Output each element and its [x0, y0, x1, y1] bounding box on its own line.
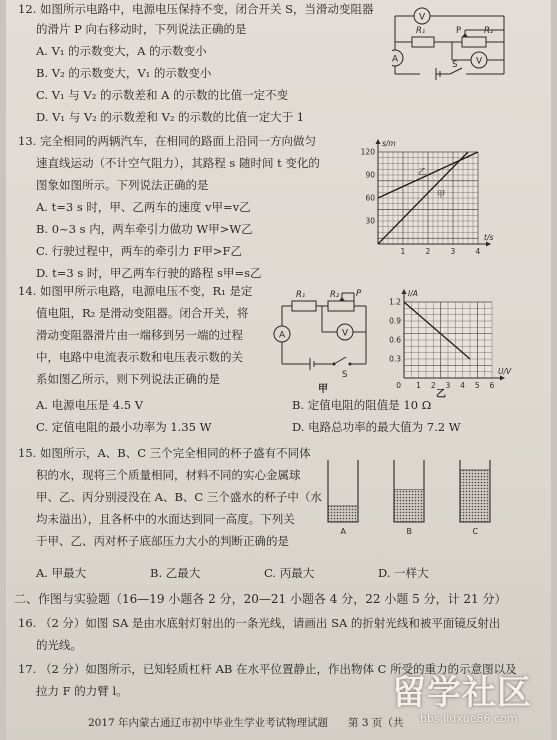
cup-label: A [340, 527, 346, 536]
q13-stem-line2: 速直线运动（不计空气阻力），其路程 s 随时间 t 变化的 [36, 156, 320, 170]
q14-circuit-diagram-jia [272, 284, 376, 396]
watermark-logo: 留学社区 [392, 673, 532, 713]
q17-stem-line1: 17. （2 分）如图所示，已知轻质杠杆 AB 在水平位置静止，作出物体 C 所受的重力的示意图以及 [18, 662, 517, 676]
q14-option-c: C. 定值电阻的最小功率为 1.35 W [36, 420, 212, 434]
cup-label: B [406, 527, 412, 536]
y-tick-label: 60 [365, 193, 375, 203]
q12-option-d: D. V₁ 与 V₂ 的示数差和 V₂ 的示数的比值一定大于 1 [36, 110, 305, 124]
q15-stem-line4: 均未溢出），且各杯中的水面达到同一高度。下列关 [36, 512, 295, 526]
q14-stem-line1: 14. 如图甲所示电路，电源电压不变，R₁ 是定 [18, 284, 253, 298]
q15-stem-line5: 于甲、乙、丙对杯子底部压力大小的判断正确的是 [36, 534, 289, 548]
q14-option-a: A. 电源电压是 4.5 V [36, 398, 144, 412]
section-2-heading: 二、作图与实验题（16—19 小题各 2 分，20—21 小题各 4 分，22 小题 5 分，计 21 分） [14, 592, 507, 606]
y-axis-unit: I/A [408, 289, 418, 298]
cup-water [328, 506, 358, 522]
y-tick-label: 90 [365, 170, 375, 180]
origin-label: 0 [396, 381, 401, 390]
q12-option-b: B. V₂ 的示数变大，V₁ 的示数变小 [36, 66, 212, 80]
q16-stem-line2: 的光线。 [36, 638, 82, 652]
q15-option-c: C. 丙最大 [264, 566, 315, 580]
q14-fig-yi-caption: 乙 [436, 389, 446, 400]
watermark-url: bbs.liuxue86.com [420, 712, 518, 725]
q12-a-label: A [392, 54, 399, 65]
q14-a-label: A [279, 330, 286, 341]
q13-stem-line1: 13. 完全相同的两辆汽车，在相同的路面上沿同一方向做匀 [18, 134, 316, 148]
q13-option-c: C. 行驶过程中，两车的牵引力 F甲>F乙 [36, 244, 242, 258]
y-tick-label: 0.3 [389, 354, 401, 364]
q13-stem-line3: 图象如图所示。下列说法正确的是 [36, 178, 209, 192]
q13-option-b: B. 0~3 s 内，两车牵引力做功 W甲>W乙 [36, 222, 253, 236]
q12-r2-resistor [462, 37, 486, 47]
q14-s-label: S [342, 370, 348, 380]
q14-fig-jia-caption: 甲 [318, 384, 328, 395]
q14-option-b: B. 定值电阻的阻值是 10 Ω [292, 398, 432, 412]
q12-option-c: C. V₁ 与 V₂ 的示数差和 A 的示数的比值一定不变 [36, 88, 289, 102]
q13-s-t-chart [348, 138, 500, 262]
footer-page-number: 第 3 页（共 [348, 717, 404, 729]
q12-s-label: S [452, 60, 458, 70]
x-tick-label: 3 [445, 381, 451, 390]
q12-r1-resistor [412, 37, 434, 47]
x-axis-unit: U/V [498, 367, 512, 376]
y-axis-arrow [402, 289, 407, 294]
q14-p-label: P [356, 289, 362, 299]
q15-stem-line3: 甲、乙、丙分别浸没在 A、B、C 三个盛水的杯子中（水 [36, 490, 322, 504]
q12-stem-line2: 的滑片 P 向右移动时，下列说法正确的是 [36, 22, 247, 36]
q14-r2-label: R₂ [330, 290, 340, 300]
x-tick-label: 5 [474, 381, 480, 390]
x-axis-arrow [486, 242, 491, 247]
q14-stem-line3: 滑动变阻器滑片由一端移到另一端的过程 [36, 328, 243, 342]
q14-option-d: D. 电路总功率的最大值为 7.2 W [292, 420, 461, 434]
y-tick-label: 0.6 [389, 335, 401, 345]
q12-circuit-diagram [392, 0, 510, 82]
q15-cups-figure [318, 454, 502, 538]
q14-stem-line4: 中，电路中电流表示数和电压表示数的关 [36, 350, 243, 364]
series-label: 乙 [418, 167, 427, 178]
cup-water [394, 490, 424, 522]
q14-v-label: V [342, 328, 349, 339]
q15-option-a: A. 甲最大 [36, 566, 87, 580]
q14-i-u-chart [378, 284, 512, 400]
q13-option-a: A. t=3 s 时，甲、乙两车的速度 v甲=v乙 [36, 200, 251, 214]
x-tick-label: 2 [430, 381, 436, 390]
q16-stem-line1: 16. （2 分）如图 SA 是由水底射灯射出的一条光线，请画出 SA 的折射光线和被平面镜反射出 [18, 616, 501, 630]
x-tick-label: 4 [475, 247, 481, 256]
footer-exam-title: 2017 年内蒙古通辽市初中毕业生学业考试物理试题 [88, 717, 329, 729]
q12-p-label: P [456, 26, 462, 36]
q12-r2-label: R₂ [484, 26, 494, 36]
q14-r1-label: R₁ [296, 290, 306, 300]
x-tick-label: 1 [416, 381, 421, 390]
y-tick-label: 30 [365, 216, 375, 226]
x-tick-label: 6 [489, 381, 495, 390]
q12-stem-line1: 12. 如图所示电路中，电源电压保持不变，闭合开关 S，当滑动变阻器 [18, 2, 374, 16]
q12-v2-label: V [476, 56, 483, 67]
q13-option-d: D. t=3 s 时，甲乙两车行驶的路程 s甲=s乙 [36, 266, 262, 280]
y-axis-unit: s/m [382, 139, 396, 148]
cup-label: C [472, 527, 479, 536]
q13-chart-grid [378, 152, 478, 244]
q12-v1-label: V [419, 12, 426, 23]
series-label: 甲 [436, 189, 446, 200]
x-tick-label: 4 [460, 381, 465, 390]
x-tick-label: 1 [400, 247, 406, 256]
q12-r1-label: R₁ [416, 26, 426, 36]
y-tick-label: 1.2 [389, 297, 401, 307]
q15-stem-line2: 积的水，现将三个质量相同，材料不同的实心金属球 [36, 468, 301, 482]
q15-option-b: B. 乙最大 [150, 566, 201, 580]
q14-r2-resistor [328, 301, 354, 311]
x-tick-label: 2 [425, 247, 431, 256]
q14-stem-line5: 系如图乙所示，则下列说法正确的是 [36, 372, 220, 386]
x-tick-label: 3 [450, 247, 456, 256]
q15-option-d: D. 一样大 [378, 566, 429, 580]
y-axis-arrow [376, 139, 381, 144]
x-axis-arrow [500, 376, 505, 381]
q17-stem-line2: 拉力 F 的力臂 l。 [36, 684, 128, 698]
cup-water [460, 470, 490, 522]
q14-stem-line2: 值电阻，R₂ 是滑动变阻器。闭合开关，将 [36, 306, 249, 320]
q12-option-a: A. V₁ 的示数变大，A 的示数变小 [36, 44, 207, 58]
q14-r1-resistor [292, 301, 316, 311]
x-axis-unit: t/s [484, 233, 494, 242]
q15-stem-line1: 15. 如图所示，A、B、C 三个完全相同的杯子盛有不同体 [18, 446, 311, 460]
y-tick-label: 120 [360, 147, 375, 157]
y-tick-label: 0.9 [389, 316, 401, 326]
